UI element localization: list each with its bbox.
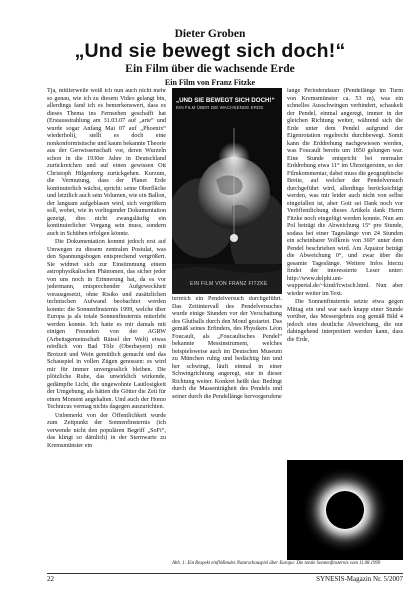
paragraph: Tja, mittlerweile weiß ich nun auch nicht mehr so genau, wie ich zu diesem Video gelangt bin, allerdings fand ich es bemerkenswert, dass es dieses Thema ins Fernsehen geschafft hat (Erstausstrahlung am 31.03.07 auf „arte“ und wurde sogar Anfang Mai 07 auf „Phoenix“ wiederholt), stellt es doch eine nonkonformistische und kaum bekannte Theorie aus der Geowissenschaft vor, deren Wurzeln schon in die 1930er Jahre in Deutschland zurückreichen und auf einen gewissen Ott Christoph Hilgenberg zurückgehen. Kurzum, die Vermutung, dass der Planet Erde kontinuierlich wächst, spricht: seine Oberfläche und letztlich auch sein Volumen, wie ein Ballon, der langsam aufgeblasen wird, sich vergrößern soll, wobei, wie in vorliegender Dokumentation gezeigt, dies nicht zwangsläufig ein kontinuierlicher Vorgang sein muss, sondern auch in Schüben erfolgen könnte. xyxy=(47,88,166,237)
text-column-2 xyxy=(172,296,282,459)
paragraph: Die Sonnenfinsternis setzte etwa gegen Mittag ein und war nach knapp einer Stunde vorüber, das Messergebnis zog gemäß Bild 4 jedoch eine deutliche Abweichung, die nur dahingehend interpretiert werden kann, dass die Erde, xyxy=(287,299,403,343)
article-subtitle: Ein Film über die wachsende Erde xyxy=(125,63,295,75)
article-author: Dieter Groben xyxy=(174,28,246,40)
eclipse-artwork xyxy=(287,460,403,560)
page-number: 22 xyxy=(47,575,54,583)
cover-subtitle: EIN FILM ÜBER DIE WACHSENDE ERDE xyxy=(176,105,264,110)
magazine-issue: SYNESIS-Magazin Nr. 5/2007 xyxy=(316,575,403,583)
text-column-1 xyxy=(47,88,166,546)
eclipse-photo xyxy=(287,460,403,560)
cover-credit: EIN FILM VON FRANZ FITZKE xyxy=(190,281,268,287)
paragraph: terreich ein Pendelversuch durchgeführt. Das Zeitintervall des Pendelversuches wurde einige Stunden vor der Verschattung des Glutballs durch den Mond gestartet. Das gemäß seines Erfinders, des Physikers Léon Foucault, als „Foucaultsches Pendel“ bekannte Messinstrument, welches beispielsweise auch im Deutschen Museum zu München ruhig und bedächtig hin und her schwingt, läuft einmal in einer Schwingrichtung angeregt, stur in dieser Richtung weiter. Konkret heißt das: Bedingt durch die Massenträgheit des Pendels und seiner durch die Pendellänge hervorgerufene xyxy=(172,296,282,400)
dvd-cover-image xyxy=(172,88,282,294)
cover-artwork xyxy=(172,88,282,294)
text-column-3 xyxy=(287,88,403,458)
footer-rule xyxy=(47,573,403,574)
paragraph: Die Dokumentation kommt jedoch erst auf Umwegen zu diesem zentralen Postulat, was den Spannungsbogen entsprechend vergrößert. Sie widmet sich zur Einstimmung einem astrophysikalischen Phänomen, das sicher jeder von uns noch in Erinnerung hat, da es vor jedermann, entsprechender Aufgeweckheit vorausgesetzt, ohne Risiko und zusätzlichen technischen Aufwand beobachtet werden konnte: die Sonnenfinsternis 1999, welche über Europa ja als totale Sonnenfinsternis miterlebt werden konnte. Ich hatte es mir damals mit einigen Freunden von der AGRW (Arbeitsgemeinschaft Rätsel der Welt) etwas nördlich von Bad Tölz (Oberbayern) mit Brotzeit und Wein gemütlich gemacht und das Schauspiel in vollen Zügen genossen: es wird mir für immer unvergesslich bleiben. Die plötzliche Ruhe, das unwirklich wirkende, gedämpfte Licht, die ungewohnte Lautlosigkeit der Umgebung, als hätten die Götter die Zeit für einen Moment angehalten. Und auch der Homo Technicus vermag nichts dagegen auszurichten. xyxy=(47,239,166,410)
article-title: „Und sie bewegt sich doch!“ xyxy=(74,40,346,62)
figure-caption: Abb. 1: Ein Respekt einflößendes Naturschauspiel über Europa: Die totale Sonnenfinsternis vom 11.08.1999 xyxy=(172,561,381,566)
paragraph: Unbemerkt von der Öffentlichkeit wurde zum Zeitpunkt der Sonnenfinsternis (ich verwende nicht den populären Begriff „SoFi“, das klingt so dämlich) in der Sternwarte zu Kremsmünster ein xyxy=(47,412,166,449)
cover-title: „UND SIE BEWEGT SICH DOCH!“ xyxy=(176,97,275,104)
text-column-2-continued xyxy=(172,461,282,561)
article-byline: Ein Film von Franz Fitzke xyxy=(164,78,256,87)
paragraph: lange Periodendauer (Pendellänge im Turm von Kremsmünster ca. 53 m), was ein schnelles Ausschwingen verhindert, schaukelt der Pendel, einmal angeregt, immer in der gleichen Richtung weiter, während sich die Erde unter dem Pendel aufgrund der Eigenrotation regelrecht durchbewegt. Somit kann die Erddrehung nachgewiesen werden, was Foucault bereits um 1850 gelungen war. Eine Stunde entspricht bei normaler Erddrehung etwa 11° im Uhrzeigersinn, so der Filmkommentar, dabei muss die geographische Breite, auf welcher der Pendelversuch durchgeführt wird, allerdings berücksichtigt werden, was mir leider auch nicht von selbst eingefallen ist, aber Gott sei Dank noch vor Veröffentlichung dieses Artikels dank Herrn Fitzke noch eingefügt werden konnte. Nun am Pol beträgt die Abweichung 15° pro Stunde, sodass bei einer Tageslänge von 24 Stunden ein scheinbarer Vollkreis von 360° unter dem Pendel beschrieben wird. Am Äquator beträgt die Abweichung 0°, und zwar über die gesamte Tageslänge. Weitere Infos hierzu findet der interessierte Leser unter: http://www.delphi.uni-wuppertal.de/~kind/fcwisch.html. Nun aber wieder weiter im Text. xyxy=(287,88,403,297)
